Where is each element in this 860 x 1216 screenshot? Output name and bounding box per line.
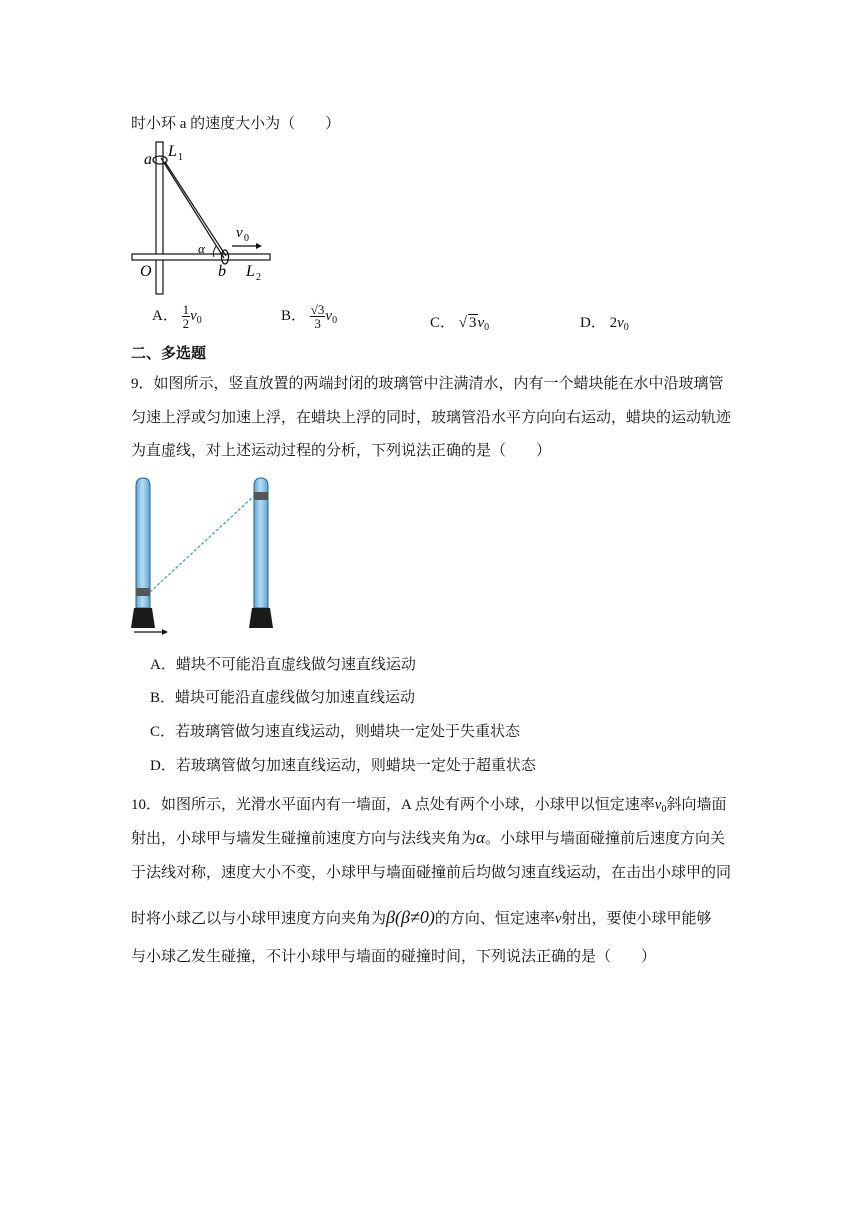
right-stopper xyxy=(249,608,273,628)
q8-option-b: B． $\frac{√3}{3}$ $v_0$ xyxy=(281,302,338,331)
label-b: b xyxy=(218,263,226,280)
link-rod-1 xyxy=(161,158,224,258)
label-a: a xyxy=(144,151,152,168)
link-rod-2 xyxy=(165,162,226,256)
q9-option-a: A．蜡块不可能沿直虚线做匀速直线运动 xyxy=(150,657,416,673)
label-L1-sub: 1 xyxy=(178,152,183,163)
sqrt-sign: √ xyxy=(458,315,467,331)
q10-line-4: 时将小球乙以与小球甲速度方向夹角为β(β≠0)的方向、恒定速率v射出，要使小球甲能够 xyxy=(131,907,712,927)
trajectory-dashed-line xyxy=(150,496,254,592)
left-wax-block xyxy=(136,588,150,596)
q9-stem-line-2: 匀速上浮或匀加速上浮，在蜡块上浮的同时，玻璃管沿水平方向向右运动，蜡块的运动轨迹 xyxy=(131,410,732,426)
q10-line-5: 与小球乙发生碰撞，不计小球甲与墙面的碰撞时间，下列说法正确的是（ ） xyxy=(131,949,657,965)
label-L1: L xyxy=(168,143,177,160)
label-v0: v xyxy=(236,225,243,241)
vertical-rod xyxy=(156,142,163,294)
q9-stem-line-1: 9．如图所示，竖直放置的两端封闭的玻璃管中注满清水，内有一个蜡块能在水中沿玻璃管 xyxy=(131,376,724,392)
left-stopper xyxy=(131,608,155,628)
q8-option-c: C． √ $3v_0$ xyxy=(430,315,490,333)
label-L2: L xyxy=(246,263,255,280)
label-O: O xyxy=(140,263,152,280)
section-heading: 二、多选题 xyxy=(131,346,207,362)
q8-option-d: D． $2v_0$ xyxy=(580,315,629,333)
q10-line-3: 于法线对称，速度大小不变，小球甲与墙面碰撞前后均做匀速直线运动，在击出小球甲的同 xyxy=(131,865,732,881)
q8-figure xyxy=(128,138,278,298)
q9-option-d: D．若玻璃管做匀加速直线运动，则蜡块一定处于超重状态 xyxy=(150,758,536,774)
motion-arrowhead xyxy=(162,629,168,635)
label-L2-sub: 2 xyxy=(256,272,261,283)
q8-stem-tail: 时小环 a 的速度大小为（ ） xyxy=(131,116,341,132)
label-v0-sub: 0 xyxy=(244,233,249,244)
q9-figure xyxy=(128,472,278,642)
label-alpha: α xyxy=(198,241,205,256)
q8-option-a: A． $\frac{1}{2}$ $v_0$ xyxy=(152,302,202,331)
q9-option-c: C．若玻璃管做匀速直线运动，则蜡块一定处于失重状态 xyxy=(150,724,521,740)
fraction: $\frac{√3}{3}$ xyxy=(310,302,325,331)
q10-line-2: 射出，小球甲与墙发生碰撞前速度方向与法线夹角为α。小球甲与墙面碰撞前后速度方向关 xyxy=(131,828,725,847)
q9-stem-line-3: 为直虚线，对上述运动过程的分析，下列说法正确的是（ ） xyxy=(131,443,552,459)
right-wax-block xyxy=(254,492,268,500)
fraction: $\frac{1}{2}$ xyxy=(182,302,190,331)
q9-option-b: B．蜡块可能沿直虚线做匀加速直线运动 xyxy=(150,690,416,706)
v0-arrowhead xyxy=(256,243,262,249)
q10-line-1: 10．如图所示，光滑水平面内有一墙面，A 点处有两个小球，小球甲以恒定速率$v_0$斜向墙面 xyxy=(131,797,727,815)
